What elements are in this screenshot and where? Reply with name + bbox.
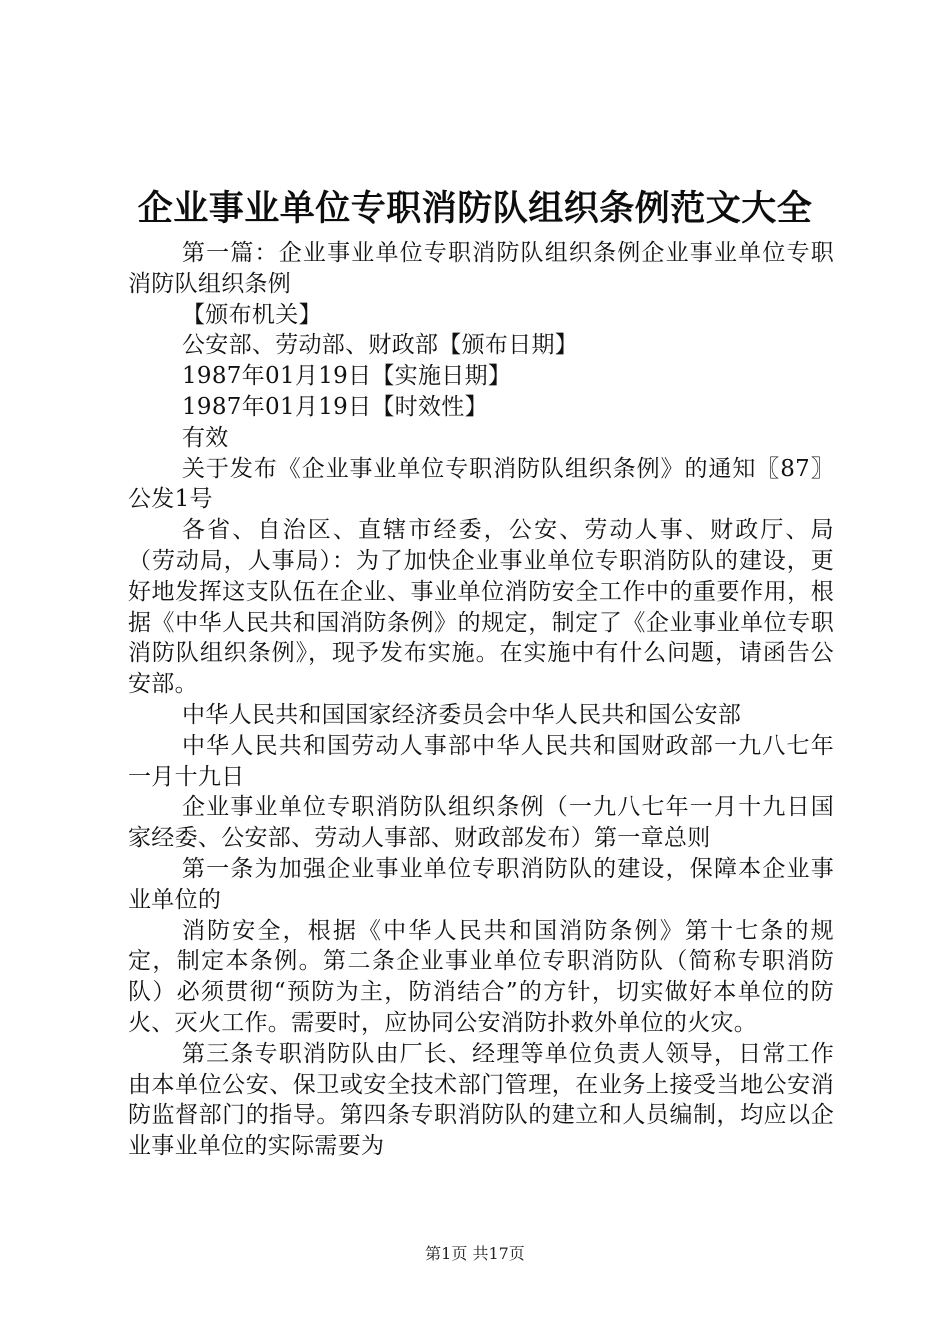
paragraph: 消防安全，根据《中华人民共和国消防条例》第十七条的规定，制定本条例。第二条企业事业单位专职消防队（简称专职消防队）必须贯彻“预防为主，防消结合”的方针，切实做好本单位的防火、灭火工作。需要时，应协同公安消防扑救外单位的火灾。 (128, 917, 834, 1036)
page-footer: 第1页 共17页 (425, 1244, 525, 1263)
paragraph: 第一条为加强企业事业单位专职消防队的建设，保障本企业事业单位的 (128, 855, 834, 913)
paragraph: 中华人民共和国劳动人事部中华人民共和国财政部一九八七年一月十九日 (128, 732, 834, 790)
document-title: 企业事业单位专职消防队组织条例范文大全 (137, 189, 813, 229)
paragraph: 公安部、劳动部、财政部【颁布日期】 (182, 332, 579, 359)
paragraph: 【颁布机关】 (182, 301, 322, 328)
paragraph: 中华人民共和国国家经济委员会中华人民共和国公安部 (182, 701, 742, 728)
paragraph: 有效 (182, 424, 229, 451)
paragraph: 关于发布《企业事业单位专职消防队组织条例》的通知〖87〗公发1号 (128, 455, 834, 513)
document-body (128, 238, 834, 1162)
paragraph: 1987年01月19日【实施日期】 (182, 363, 512, 390)
paragraph: 企业事业单位专职消防队组织条例（一九八七年一月十九日国家经委、公安部、劳动人事部、财政部发布）第一章总则 (128, 794, 834, 852)
paragraph: 第三条专职消防队由厂长、经理等单位负责人领导，日常工作由本单位公安、保卫或安全技术部门管理，在业务上接受当地公安消防监督部门的指导。第四条专职消防队的建立和人员编制，均应以企业事业单位的实际需要为 (128, 1040, 834, 1160)
paragraph: 第一篇：企业事业单位专职消防队组织条例企业事业单位专职消防队组织条例 (128, 240, 834, 297)
paragraph: 各省、自治区、直辖市经委，公安、劳动人事、财政厅、局（劳动局，人事局）：为了加快企业事业单位专职消防队的建设，更好地发挥这支队伍在企业、事业单位消防安全工作中的重要作用，根据《中华人民共和国消防条例》的规定，制定了《企业事业单位专职消防队组织条例》，现予发布实施。在实施中有什么问题，请函告公安部。 (128, 517, 834, 698)
paragraph: 1987年01月19日【时效性】 (182, 393, 488, 420)
